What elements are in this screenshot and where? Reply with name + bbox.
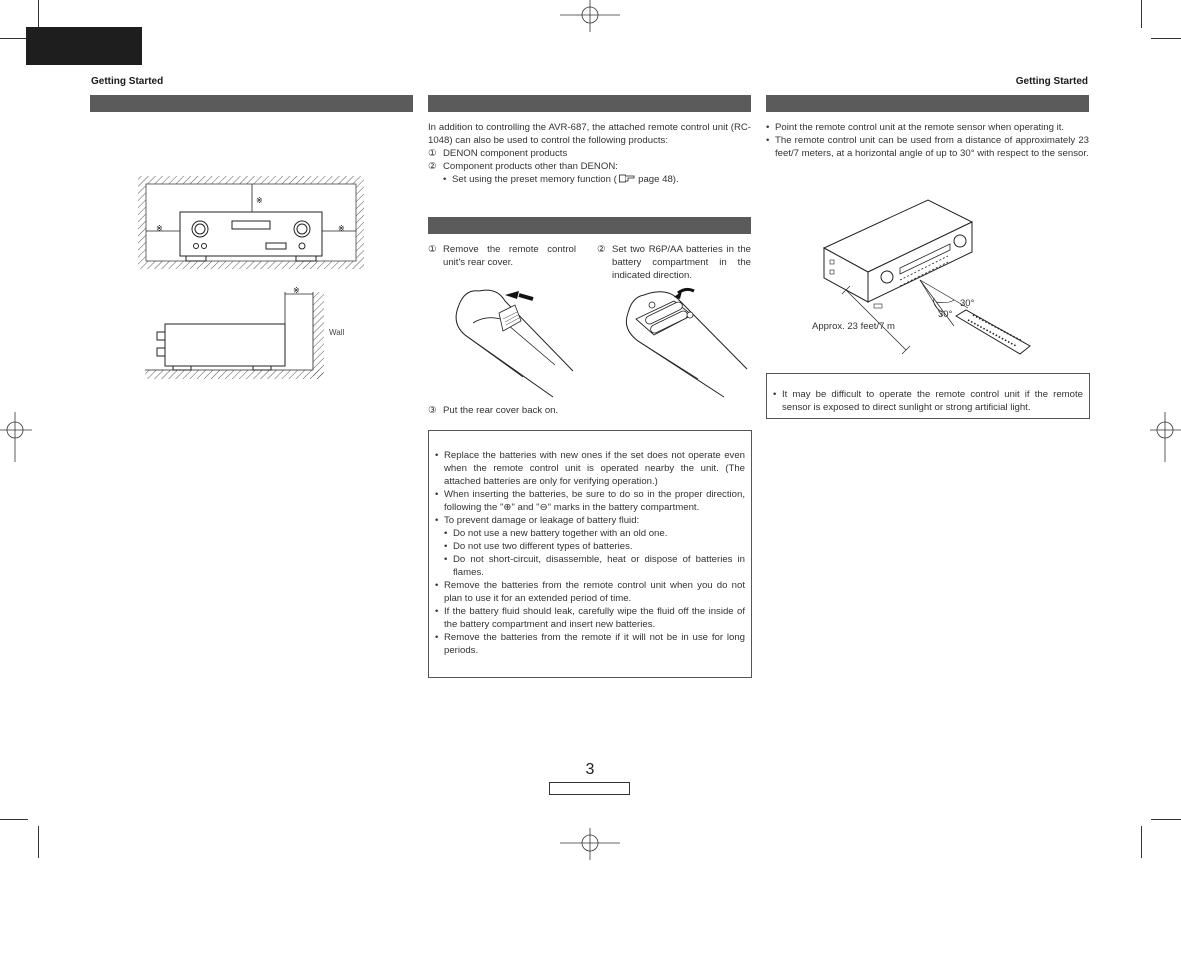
- insert-batteries-illustration: [614, 285, 749, 397]
- sensor-note-box: [766, 373, 1090, 419]
- note-subitem: [435, 553, 745, 579]
- step-text: Put the rear cover back on.: [443, 405, 559, 416]
- remove-cover-illustration: [445, 285, 575, 397]
- subitem-text-after: page 48).: [638, 174, 679, 185]
- installation-side-figure: [143, 284, 353, 382]
- operating-range-illustration: [808, 198, 1036, 360]
- item-text: DENON component products: [443, 148, 568, 159]
- battery-step-1: [428, 243, 576, 269]
- note-item: [435, 488, 745, 514]
- crop-mark: [38, 0, 39, 28]
- registration-mark-left: [0, 412, 32, 462]
- page-number: 3: [585, 761, 595, 778]
- item-number: ①: [428, 148, 437, 159]
- section-bar-inserting-batteries: [428, 217, 751, 234]
- list-subitem: [428, 173, 751, 186]
- bullet: •: [444, 541, 448, 552]
- bullet: •: [444, 554, 448, 565]
- note-text: When inserting the batteries, be sure to do so in the proper direction, following the "⊕" and "⊖" marks in the battery compartment.: [444, 489, 745, 513]
- wall-label: Wall: [329, 328, 345, 337]
- note-text: Do not short-circuit, disassemble, heat or dispose of batteries in flames.: [453, 554, 745, 578]
- page-header-left: Getting Started: [91, 76, 164, 87]
- step-text: Set two R6P/AA batteries in the battery compartment in the indicated direction.: [612, 244, 751, 281]
- section-bar-operating-range: [766, 95, 1089, 112]
- crop-mark: [38, 826, 39, 858]
- list-item: [428, 147, 751, 160]
- page-header-right: Getting Started: [1015, 76, 1088, 87]
- distance-label: Approx. 23 feet/7 m: [812, 321, 895, 332]
- item-text: Point the remote control unit at the remote sensor when operating it.: [775, 122, 1065, 133]
- section-bar-remote-control: [428, 95, 751, 112]
- step-number: ③: [428, 405, 437, 416]
- bullet: •: [435, 450, 439, 461]
- section-bar-installation: [90, 95, 413, 112]
- subitem-text-before: Set using the preset memory function (: [452, 174, 617, 185]
- note-item: [773, 388, 1083, 414]
- bullet: •: [773, 389, 777, 400]
- note-text: Remove the batteries from the remote if it will not be in use for long periods.: [444, 632, 745, 656]
- remote-intro-block: [428, 121, 751, 186]
- item-text: The remote control unit can be used from a distance of approximately 23 feet/7 meters, at a horizontal angle of up to 30° with respect to the sensor.: [775, 135, 1089, 159]
- bullet: •: [435, 632, 439, 643]
- note-text: Do not use two different types of batteries.: [453, 541, 633, 552]
- note-subitem: [435, 527, 745, 540]
- crop-mark: [1151, 38, 1181, 39]
- list-item: [766, 121, 1089, 134]
- step-number: ①: [428, 244, 437, 255]
- note-item: [435, 449, 745, 488]
- step-number: ②: [597, 244, 606, 255]
- angle-label-right: 30°: [960, 298, 975, 309]
- step-text: Remove the remote control unit's rear cover.: [443, 244, 576, 268]
- clearance-mark: ※: [338, 224, 345, 233]
- crop-mark: [0, 819, 28, 820]
- note-item: [435, 631, 745, 657]
- crop-mark: [0, 38, 28, 39]
- bullet: •: [443, 174, 447, 185]
- note-item: [435, 579, 745, 605]
- item-text: Component products other than DENON:: [443, 161, 618, 172]
- note-subitem: [435, 540, 745, 553]
- list-item: [766, 134, 1089, 160]
- registration-mark-right: [1150, 412, 1181, 462]
- registration-mark-top: [560, 0, 620, 32]
- battery-step-3: [428, 404, 751, 417]
- note-text: If the battery fluid should leak, carefully wipe the fluid off the inside of the battery compartment and insert new batteries.: [444, 606, 745, 630]
- remote-intro-text: In addition to controlling the AVR-687, the attached remote control unit (RC-1048) can also be used to control the following products:: [428, 122, 751, 146]
- crop-mark: [1141, 826, 1142, 858]
- note-text: To prevent damage or leakage of battery fluid:: [444, 515, 640, 526]
- item-number: ②: [428, 161, 437, 172]
- clearance-mark: ※: [256, 196, 263, 205]
- bullet: •: [435, 515, 439, 526]
- operating-range-text: [766, 121, 1089, 160]
- hand-pointer-icon: [619, 174, 635, 183]
- page-number-box: [549, 782, 630, 795]
- crop-mark: [1151, 819, 1181, 820]
- note-item: [435, 605, 745, 631]
- installation-front-figure: [136, 174, 368, 272]
- note-text: Remove the batteries from the remote control unit when you do not plan to use it for an extended period of time.: [444, 580, 745, 604]
- bullet: •: [435, 580, 439, 591]
- battery-notes-box: [428, 430, 752, 678]
- note-item: [435, 514, 745, 527]
- bullet: •: [766, 122, 770, 133]
- note-text: Do not use a new battery together with an old one.: [453, 528, 668, 539]
- subitem-text: [452, 173, 679, 186]
- clearance-mark: ※: [156, 224, 163, 233]
- note-text: Replace the batteries with new ones if the set does not operate even when the remote control unit is operated nearby the unit. (The attached batteries are only for verifying operation.): [444, 450, 745, 487]
- language-tab: [26, 27, 142, 65]
- battery-step-2: [597, 243, 751, 282]
- crop-mark: [1141, 0, 1142, 28]
- clearance-mark: ※: [293, 286, 300, 295]
- registration-mark-bottom: [560, 828, 620, 860]
- bullet: •: [435, 606, 439, 617]
- note-text: It may be difficult to operate the remote control unit if the remote sensor is exposed to direct sunlight or strong artificial light.: [782, 389, 1083, 413]
- bullet: •: [766, 135, 770, 146]
- bullet: •: [444, 528, 448, 539]
- bullet: •: [435, 489, 439, 500]
- angle-label-left: 30°: [938, 309, 953, 320]
- list-item: [428, 160, 751, 173]
